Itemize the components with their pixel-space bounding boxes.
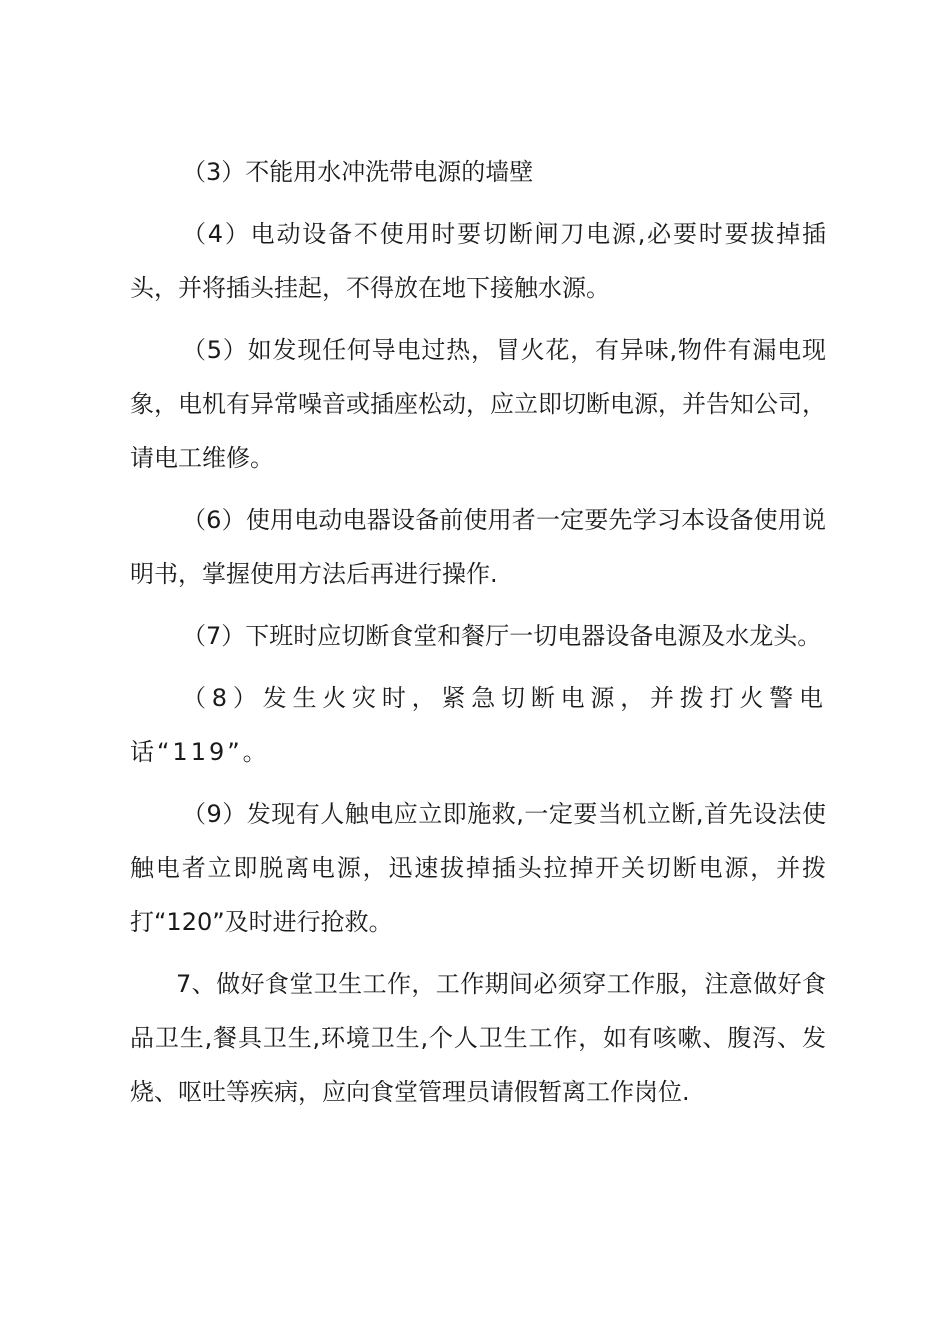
paragraph-item-7: （7）下班时应切断食堂和餐厅一切电器设备电源及水龙头。 [182, 622, 822, 650]
paragraph-section-7: 7、做好食堂卫生工作，工作期间必须穿工作服，注意做好食品卫生,餐具卫生,环境卫生,个人卫生工作，如有咳嗽、腹泻、发烧、呕吐等疾病，应向食堂管理员请假暂离工作岗位. [130, 970, 826, 1106]
paragraph-item-9: （9）发现有人触电应立即施救,一定要当机立断,首先设法使触电者立即脱离电源，迅速拔掉插头拉掉开关切断电源，并拨打“120”及时进行抢救。 [130, 800, 826, 936]
paragraph-item-4: （4）电动设备不使用时要切断闸刀电源,必要时要拔掉插头，并将插头挂起，不得放在地下接触水源。 [130, 220, 826, 302]
paragraph-item-5: （5）如发现任何导电过热，冒火花，有异味,物件有漏电现象，电机有异常噪音或插座松动，应立即切断电源，并告知公司，请电工维修。 [130, 336, 826, 472]
document-body [130, 145, 826, 1127]
paragraph-item-3: （3）不能用水冲洗带电源的墙壁 [182, 158, 534, 186]
paragraph-item-8: （8）发生火灾时，紧急切断电源，并拨打火警电话“119”。 [130, 684, 826, 766]
paragraph-item-6: （6）使用电动电器设备前使用者一定要先学习本设备使用说明书，掌握使用方法后再进行操作. [130, 506, 826, 588]
